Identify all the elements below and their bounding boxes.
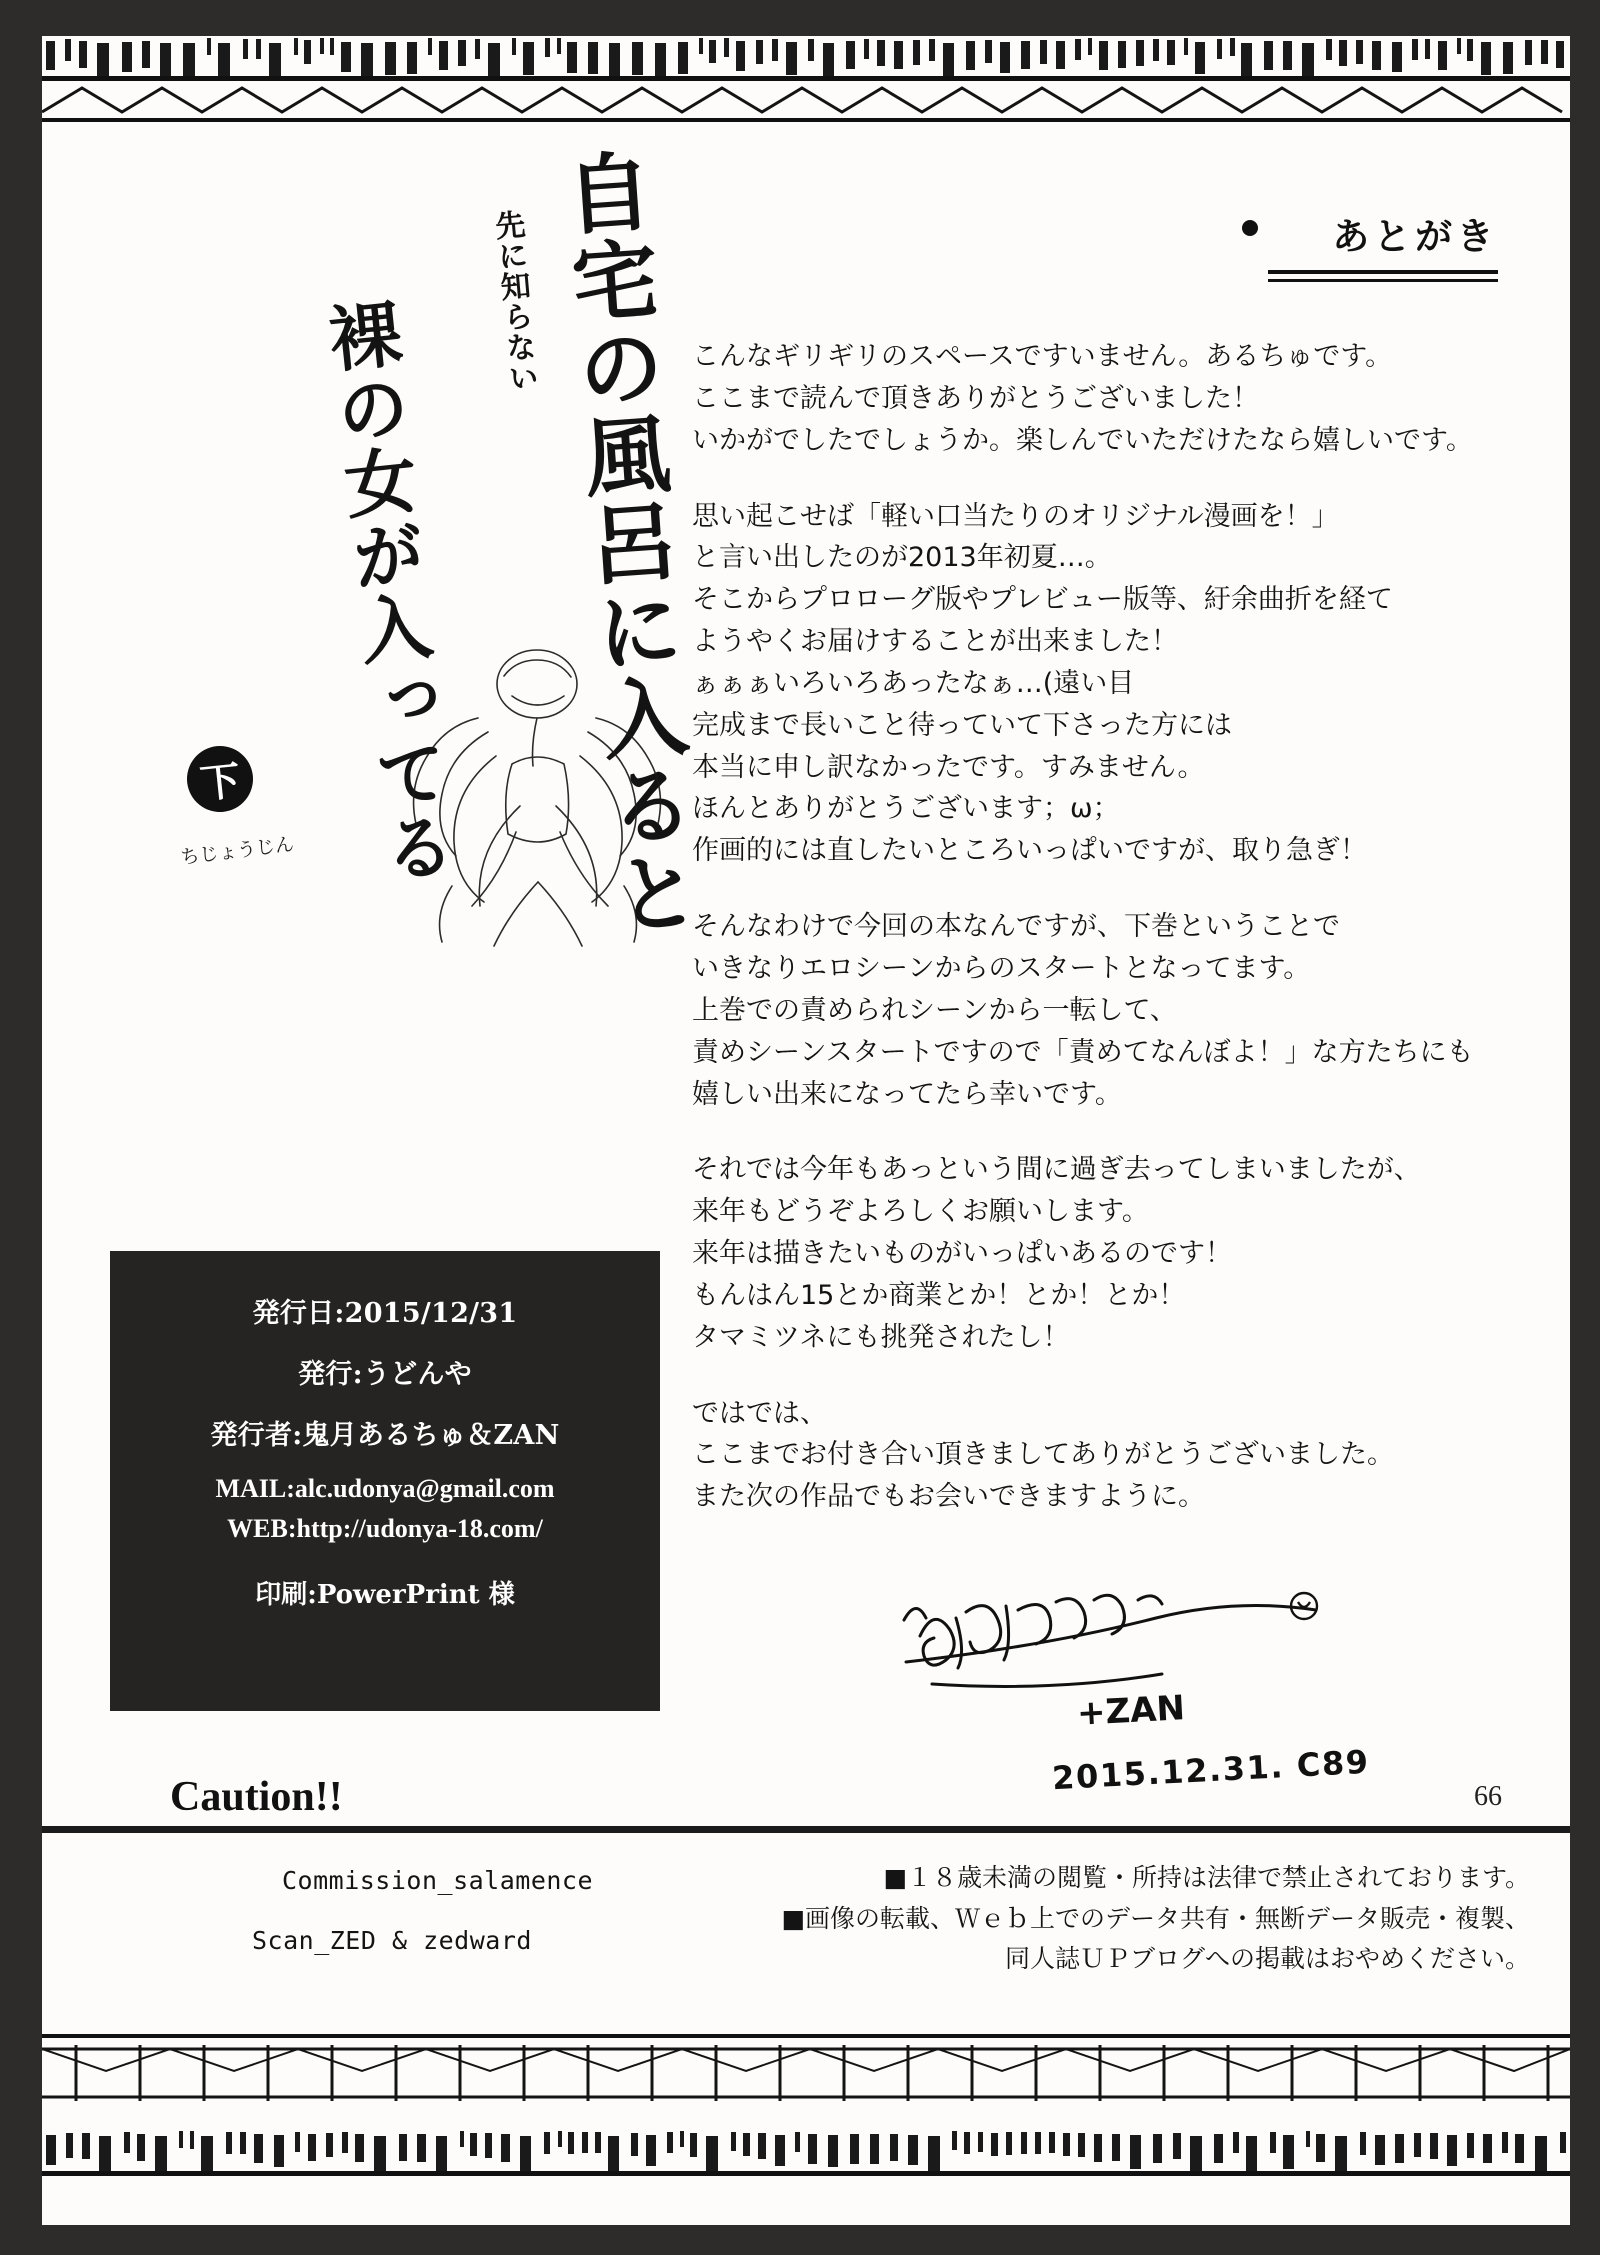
hatch-tick xyxy=(160,43,171,78)
afterword-paragraph: こんなギリギリのスペースですいません。あるちゅです。 ここまで読んで頂きありがとうございました！ いかがでしたでしょうか。楽しんでいただけたなら嬉しいです。 xyxy=(692,341,1473,456)
bottom-rule-1 xyxy=(42,2034,1570,2038)
hatch-tick xyxy=(46,41,55,70)
colophon-web: WEB:http://udonya-18.com/ xyxy=(227,1514,543,1543)
hatch-tick xyxy=(320,38,324,54)
hatch-tick xyxy=(458,40,466,66)
hatch-tick xyxy=(1372,41,1381,70)
hatch-tick xyxy=(1195,42,1205,74)
hatch-tick xyxy=(1483,2134,1492,2163)
hatch-tick xyxy=(706,2136,718,2171)
hatch-tick xyxy=(943,43,954,77)
hatch-tick xyxy=(1173,2133,1181,2159)
hatch-tick xyxy=(355,2134,364,2162)
hatch-tick xyxy=(1425,39,1430,59)
hatch-tick xyxy=(308,2134,316,2161)
hatch-tick xyxy=(1438,41,1447,70)
hatch-tick xyxy=(46,2135,56,2165)
hatch-tick xyxy=(1457,38,1461,54)
hatch-tick xyxy=(1556,41,1564,68)
hatch-tick xyxy=(1246,2136,1257,2171)
signature-date: 2015.12.31. C89 xyxy=(1051,1742,1371,1798)
hatch-tick xyxy=(475,39,480,59)
hatch-tick xyxy=(374,2136,386,2171)
hatch-tick xyxy=(557,38,561,54)
hatch-tick xyxy=(1217,39,1222,59)
hatch-tick xyxy=(304,40,311,64)
hatch-tick xyxy=(460,2131,464,2147)
hatch-tick xyxy=(1316,2134,1325,2162)
hatch-tick xyxy=(1130,2135,1141,2169)
hatch-tick xyxy=(595,2132,601,2153)
hatch-tick xyxy=(894,41,903,69)
hatch-tick xyxy=(1214,2134,1223,2163)
hatch-tick xyxy=(407,42,417,74)
hatch-tick xyxy=(1241,43,1252,77)
hatch-tick xyxy=(1094,2134,1102,2162)
hatch-tick xyxy=(699,38,703,54)
hatch-tick xyxy=(399,2134,407,2161)
notice-block xyxy=(42,1848,1570,2018)
top-rule-2 xyxy=(42,118,1570,122)
scan-edge-left xyxy=(0,0,42,2255)
hatch-tick xyxy=(1412,39,1418,60)
colophon-mail: MAIL:alc.udonya@gmail.com xyxy=(215,1474,555,1503)
hatch-tick xyxy=(1502,2132,1508,2153)
hatch-tick xyxy=(667,2132,673,2153)
hatch-tick xyxy=(155,2136,167,2171)
hatch-tick xyxy=(1535,2136,1547,2171)
legal-warning xyxy=(670,1858,1530,1980)
hatch-tick xyxy=(1481,42,1491,75)
hatch-tick xyxy=(646,2135,656,2166)
afterword-underline-2 xyxy=(1268,279,1498,282)
hatch-tick xyxy=(1414,2133,1421,2157)
hatch-tick xyxy=(567,42,577,73)
hatch-tick xyxy=(1375,2135,1385,2165)
hatch-tick xyxy=(544,2132,550,2154)
hatch-tick xyxy=(1302,43,1314,78)
hatch-tick xyxy=(985,40,992,63)
hatch-tick xyxy=(1467,2133,1474,2158)
hatch-tick xyxy=(582,2132,588,2153)
afterword-heading: あとがき xyxy=(1332,214,1498,258)
hatch-tick xyxy=(520,2136,531,2171)
hatch-tick xyxy=(1356,40,1363,64)
hatch-tick xyxy=(254,2134,263,2163)
hatch-tick xyxy=(1056,41,1065,69)
hatch-tick xyxy=(470,2133,477,2156)
hatch-tick xyxy=(142,41,150,68)
afterword-bullet-icon xyxy=(1242,220,1258,236)
hatch-tick xyxy=(240,2132,246,2154)
top-star-band xyxy=(42,82,1570,116)
hatch-tick xyxy=(608,2136,619,2171)
hatch-tick xyxy=(1088,38,1092,55)
hatch-tick xyxy=(65,39,71,61)
hatch-tick xyxy=(609,43,620,77)
notice-divider xyxy=(42,1826,1570,1833)
hatch-tick xyxy=(795,2132,800,2152)
hatch-tick xyxy=(523,42,534,75)
hatch-tick xyxy=(1063,2133,1070,2156)
scan-edge-bottom xyxy=(0,2225,1600,2255)
hatch-tick xyxy=(808,2134,817,2164)
afterword-paragraph: ではでは、 ここまでお付き合い頂きましてありがとうございました。 また次の作品でもお会いできますように。 xyxy=(692,1397,1394,1513)
hatch-tick xyxy=(850,2134,859,2164)
hatch-tick xyxy=(823,43,834,78)
hatch-tick xyxy=(226,2132,232,2154)
hatch-tick xyxy=(342,2132,348,2153)
hatch-tick xyxy=(1560,2132,1566,2153)
hatch-tick xyxy=(512,38,516,55)
hatch-tick xyxy=(1184,38,1188,55)
hatch-tick xyxy=(731,2132,736,2151)
hatch-tick xyxy=(1283,41,1292,70)
hatch-tick xyxy=(928,2136,940,2171)
hatch-tick xyxy=(890,2134,898,2161)
legal-warning-line-2: ■画像の転載、Ｗｅｂ上でのデータ共有・無断データ販売・複製、 xyxy=(781,1903,1530,1933)
hatch-tick xyxy=(207,38,211,55)
hatch-tick xyxy=(655,43,666,77)
hatch-tick xyxy=(1230,38,1235,56)
hatch-tick xyxy=(1392,42,1402,72)
hatch-tick xyxy=(1515,2134,1524,2163)
colophon-box xyxy=(110,1251,660,1711)
title-main-vertical: 自宅の風呂に入ると xyxy=(548,145,705,941)
hatch-tick xyxy=(709,40,716,63)
hatch-tick xyxy=(1021,41,1030,69)
hatch-tick xyxy=(568,2132,574,2154)
bottom-fence-band xyxy=(42,2041,1570,2111)
hatch-tick xyxy=(218,43,230,78)
hatch-tick xyxy=(1306,2131,1310,2147)
hatch-tick xyxy=(417,2134,426,2162)
hatch-tick xyxy=(428,38,432,55)
caution-label: Caution!! xyxy=(170,1774,343,1820)
hatch-tick xyxy=(1099,41,1108,70)
hatch-tick xyxy=(908,2135,918,2165)
legal-warning-line-3: 同人誌ＵＰブログへの掲載はおやめください。 xyxy=(1004,1944,1530,1973)
hatch-tick xyxy=(1395,2134,1404,2163)
hatch-tick xyxy=(124,2132,130,2153)
hatch-tick xyxy=(877,40,885,66)
hatch-tick xyxy=(724,38,729,57)
hatch-tick xyxy=(991,2133,998,2156)
hatch-tick xyxy=(1525,40,1532,65)
hatch-tick xyxy=(736,41,745,71)
hatch-tick xyxy=(756,40,763,64)
hatch-tick xyxy=(1541,40,1548,64)
colophon-author: 発行者:鬼月あるちゅ＆ZAN xyxy=(210,1420,560,1451)
hatch-tick xyxy=(179,2131,183,2148)
hatch-tick xyxy=(678,42,688,74)
hatch-tick xyxy=(79,41,87,68)
hatch-tick xyxy=(326,2133,333,2157)
hatch-tick xyxy=(122,42,132,72)
hatch-tick xyxy=(294,38,298,55)
hatch-tick xyxy=(966,41,975,70)
hatch-tick xyxy=(1233,2132,1239,2153)
top-hatch-band xyxy=(42,38,1570,78)
hatch-tick xyxy=(1326,39,1332,60)
hatch-tick xyxy=(1040,40,1047,64)
hatch-tick xyxy=(964,2132,970,2154)
hatch-tick xyxy=(330,38,334,55)
afterword-body xyxy=(692,336,1572,1518)
hatch-tick xyxy=(361,43,373,78)
afterword-paragraph: 思い起こせば「軽い口当たりのオリジナル漫画を！」 と言い出したのが2013年初夏…。 そこからプロローグ版やプレビュー版等、紆余曲折を経て ようやくお届けすることが出来ました！ ぁぁぁいろいろあったなぁ…(遠い目 完成まで長いこと待っていて下さった方には 本当に申し訳なかったです。すみません。 ほんとありがとうございます；ω； 作画的には直したいところいっぱいですが、取り急ぎ！ xyxy=(692,500,1393,867)
hatch-tick xyxy=(1153,2134,1162,2163)
bottom-hatch-band xyxy=(42,2131,1570,2171)
page-number: 66 xyxy=(1474,1781,1502,1812)
hatch-tick xyxy=(97,43,109,78)
afterword-underline-1 xyxy=(1268,270,1498,274)
colophon-publish-date: 発行日:2015/12/31 xyxy=(252,1298,518,1329)
top-rule-1 xyxy=(42,76,1570,81)
hatch-tick xyxy=(436,2136,447,2171)
hatch-tick xyxy=(1360,2132,1366,2155)
hatch-tick xyxy=(775,2135,785,2166)
cover-title-art xyxy=(162,145,705,966)
hatch-tick xyxy=(545,38,550,57)
hatch-tick xyxy=(99,2136,111,2171)
hatch-tick xyxy=(1112,2134,1120,2161)
hatch-tick xyxy=(772,39,778,61)
hatch-tick xyxy=(274,2135,284,2167)
scan-edge-right xyxy=(1570,0,1600,2255)
hatch-tick xyxy=(137,2134,145,2161)
hatch-tick xyxy=(808,39,814,61)
hatch-tick xyxy=(1190,2136,1202,2171)
hatch-tick xyxy=(828,2135,838,2167)
hatch-tick xyxy=(488,43,500,78)
hatch-tick xyxy=(1000,42,1010,73)
hatch-tick xyxy=(1335,2136,1347,2171)
hatch-tick xyxy=(870,2134,879,2164)
hatch-tick xyxy=(256,39,261,59)
hatch-tick xyxy=(1006,2132,1012,2155)
hatch-tick xyxy=(190,2131,194,2149)
hatch-tick xyxy=(952,2131,957,2150)
hatch-tick xyxy=(1153,39,1159,61)
hatch-tick xyxy=(1283,2135,1294,2169)
afterword-heading-block xyxy=(1268,206,1498,282)
hatch-tick xyxy=(1467,39,1473,61)
hatch-tick xyxy=(864,39,869,59)
hatch-tick xyxy=(1021,2132,1027,2154)
hatch-tick xyxy=(341,42,351,72)
scan-edge-top xyxy=(0,0,1600,36)
hatch-tick xyxy=(631,2133,638,2156)
afterword-paragraph: それでは今年もあっという間に過ぎ去ってしまいましたが、 来年もどうぞよろしくお願いします。 来年は描きたいものがいっぱいあるのです！ もんはん15とか商業とか！とか！とか！ タマミツネにも挑発されたし！ xyxy=(692,1154,1421,1353)
hatch-tick xyxy=(201,2136,213,2171)
title-sub-small-vertical: 先に知らない xyxy=(488,208,540,395)
colophon-printer: 印刷:PowerPrint 様 xyxy=(255,1580,515,1610)
colophon-publisher: 発行:うどんや xyxy=(298,1359,472,1390)
hatch-tick xyxy=(786,42,797,75)
hatch-tick xyxy=(1447,2135,1457,2166)
hatch-tick xyxy=(82,2133,90,2159)
volume-badge: 下 xyxy=(184,743,257,816)
hatch-tick xyxy=(929,39,935,61)
artist-scribble: ちじょうじん xyxy=(179,833,296,869)
signature-zan: +ZAN xyxy=(1076,1688,1186,1734)
hatch-tick xyxy=(743,2133,750,2156)
hatch-tick xyxy=(501,2134,510,2162)
hatch-tick xyxy=(978,2132,983,2152)
hatch-tick xyxy=(1167,40,1175,65)
hatch-tick xyxy=(183,43,195,78)
page-content xyxy=(42,36,1570,2225)
hatch-tick xyxy=(1078,2133,1085,2157)
hatch-tick xyxy=(680,2131,684,2147)
hatch-tick xyxy=(1503,42,1513,74)
hatch-tick xyxy=(1264,41,1273,70)
credit-commission: Commission_salamence xyxy=(282,1866,594,1895)
hatch-tick xyxy=(439,41,448,70)
hatch-tick xyxy=(66,2133,73,2158)
hatch-tick xyxy=(1049,2132,1055,2153)
hatch-tick xyxy=(269,43,281,78)
line-art-illustration xyxy=(392,636,682,996)
hatch-tick xyxy=(690,2133,697,2157)
hatch-tick xyxy=(485,2133,492,2158)
credit-scan: Scan_ZED & zedward xyxy=(252,1926,532,1955)
hatch-tick xyxy=(913,40,920,65)
hatch-tick xyxy=(385,42,396,75)
hatch-tick xyxy=(295,2132,300,2152)
hatch-tick xyxy=(243,39,248,59)
hatch-tick xyxy=(758,2133,766,2159)
hatch-tick xyxy=(558,2131,562,2147)
hatch-tick xyxy=(632,42,643,75)
hatch-tick xyxy=(1339,40,1347,66)
hatch-tick xyxy=(1035,2132,1041,2154)
afterword-paragraph: そんなわけで今回の本なんですが、下巻ということで いきなりエロシーンからのスタートとなってます。 上巻での責められシーンから一転して、 責めシーンスタートですので「責めてなんぼよ！」な方たちにも 嬉しい出来になってたら幸いです。 xyxy=(692,911,1474,1110)
hatch-tick xyxy=(1430,2133,1438,2159)
hatch-tick xyxy=(1136,40,1144,66)
hatch-tick xyxy=(1075,39,1081,60)
title-sub-large-vertical: 裸の女が入ってる xyxy=(313,295,460,889)
hatch-tick xyxy=(588,42,598,74)
hatch-tick xyxy=(1118,41,1126,68)
hatch-tick xyxy=(846,41,855,69)
bottom-rule-2 xyxy=(42,2171,1570,2176)
hatch-tick xyxy=(1270,2132,1276,2153)
legal-warning-line-1: ■１８歳未満の閲覧・所持は法律で禁止されております。 xyxy=(883,1863,1530,1892)
